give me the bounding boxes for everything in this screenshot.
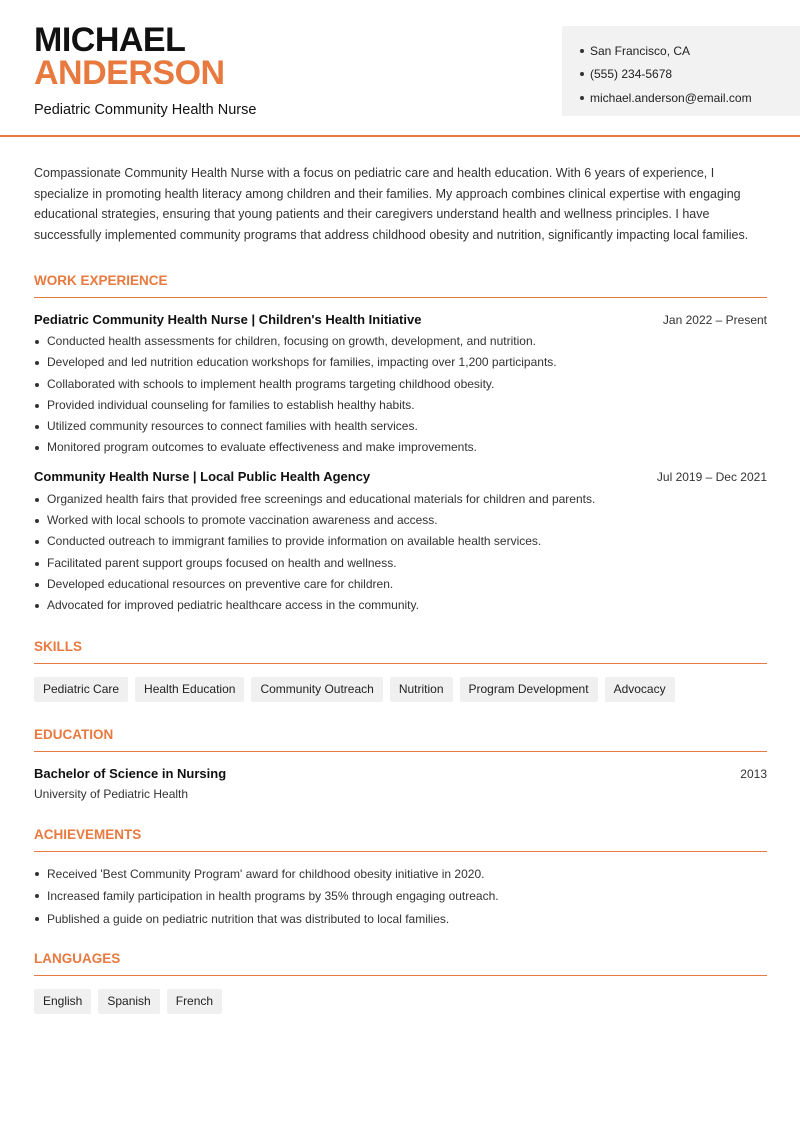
name-block [34, 21, 257, 118]
job-role: Pediatric Community Health Nurse | Children's Health Initiative [34, 312, 422, 327]
skills-list [34, 677, 767, 702]
job-bullets [34, 331, 767, 459]
job-bullet: Facilitated parent support groups focused on health and wellness. [34, 553, 767, 574]
education-degree: Bachelor of Science in Nursing [34, 765, 227, 781]
bullet-icon [580, 49, 584, 53]
contact-location-text: San Francisco, CA [590, 43, 691, 58]
contact-email-text: michael.anderson@email.com [590, 90, 752, 105]
job-bullet: Conducted outreach to immigrant families to provide information on available health services. [34, 531, 767, 552]
skills-heading: SKILLS [34, 639, 767, 664]
last-name: ANDERSON [34, 54, 225, 92]
languages-heading: LANGUAGES [34, 951, 767, 976]
achievements-heading: ACHIEVEMENTS [34, 827, 767, 852]
job-bullet: Monitored program outcomes to evaluate effectiveness and make improvements. [34, 437, 767, 458]
languages-list [34, 989, 767, 1014]
skill-chip: Community Outreach [251, 677, 382, 702]
job-entry [34, 312, 767, 459]
first-name: MICHAEL [34, 21, 186, 59]
language-chip: Spanish [98, 989, 159, 1014]
skill-chip: Nutrition [390, 677, 453, 702]
education-heading: EDUCATION [34, 727, 767, 752]
job-bullet: Worked with local schools to promote vaccination awareness and access. [34, 510, 767, 531]
language-chip: French [167, 989, 222, 1014]
contact-box [562, 26, 800, 116]
job-dates: Jul 2019 – Dec 2021 [656, 469, 767, 484]
education-school: University of Pediatric Health [34, 786, 189, 801]
achievement-item: Received 'Best Community Program' award for childhood obesity initiative in 2020. [34, 863, 767, 886]
job-dates: Jan 2022 – Present [662, 313, 767, 327]
contact-phone [580, 63, 800, 87]
resume-header [0, 0, 800, 137]
job-bullet: Developed and led nutrition education workshops for families, impacting over 1,200 participants. [34, 352, 767, 373]
education-entry [34, 766, 767, 801]
job-bullet: Advocated for improved pediatric healthcare access in the community. [34, 595, 767, 616]
language-chip: English [34, 989, 91, 1014]
resume-body [34, 163, 767, 1014]
skill-chip: Health Education [135, 677, 244, 702]
achievements-list [34, 863, 767, 931]
job-bullet: Developed educational resources on preventive care for children. [34, 574, 767, 595]
job-bullets [34, 489, 767, 617]
bullet-icon [580, 96, 584, 100]
contact-phone-text: (555) 234-5678 [590, 67, 673, 82]
summary: Compassionate Community Health Nurse with a focus on pediatric care and health education. With 6 years of experience, I specialize in promoting health literacy among children and their families. My approach combines clinical expertise with engaging educational strategies, ensuring that young patients and their caregivers understand health and wellness principles. I have successfully implemented community programs that address childhood obesity and nutrition, significantly impacting local families. [34, 166, 749, 242]
bullet-icon [580, 72, 584, 76]
skill-chip: Pediatric Care [34, 677, 128, 702]
job-bullet: Provided individual counseling for families to establish healthy habits. [34, 395, 767, 416]
job-bullet: Utilized community resources to connect families with health services. [34, 416, 767, 437]
job-title: Pediatric Community Health Nurse [34, 102, 257, 118]
job-header [34, 312, 767, 327]
contact-email [580, 86, 800, 110]
achievement-item: Published a guide on pediatric nutrition that was distributed to local families. [34, 908, 767, 931]
job-bullet: Organized health fairs that provided free screenings and educational materials for children and parents. [34, 489, 767, 510]
job-header [34, 469, 767, 484]
achievement-item: Increased family participation in health programs by 35% through engaging outreach. [34, 885, 767, 908]
education-header [34, 766, 767, 781]
skill-chip: Program Development [460, 677, 598, 702]
job-bullet: Conducted health assessments for children, focusing on growth, development, and nutrition. [34, 331, 767, 352]
work-experience-heading: WORK EXPERIENCE [34, 273, 767, 298]
skill-chip: Advocacy [605, 677, 675, 702]
job-bullet: Collaborated with schools to implement health programs targeting childhood obesity. [34, 374, 767, 395]
education-year: 2013 [740, 766, 767, 781]
job-role: Community Health Nurse | Local Public Health Agency [34, 468, 371, 484]
job-entry [34, 469, 767, 617]
contact-location [580, 39, 800, 63]
